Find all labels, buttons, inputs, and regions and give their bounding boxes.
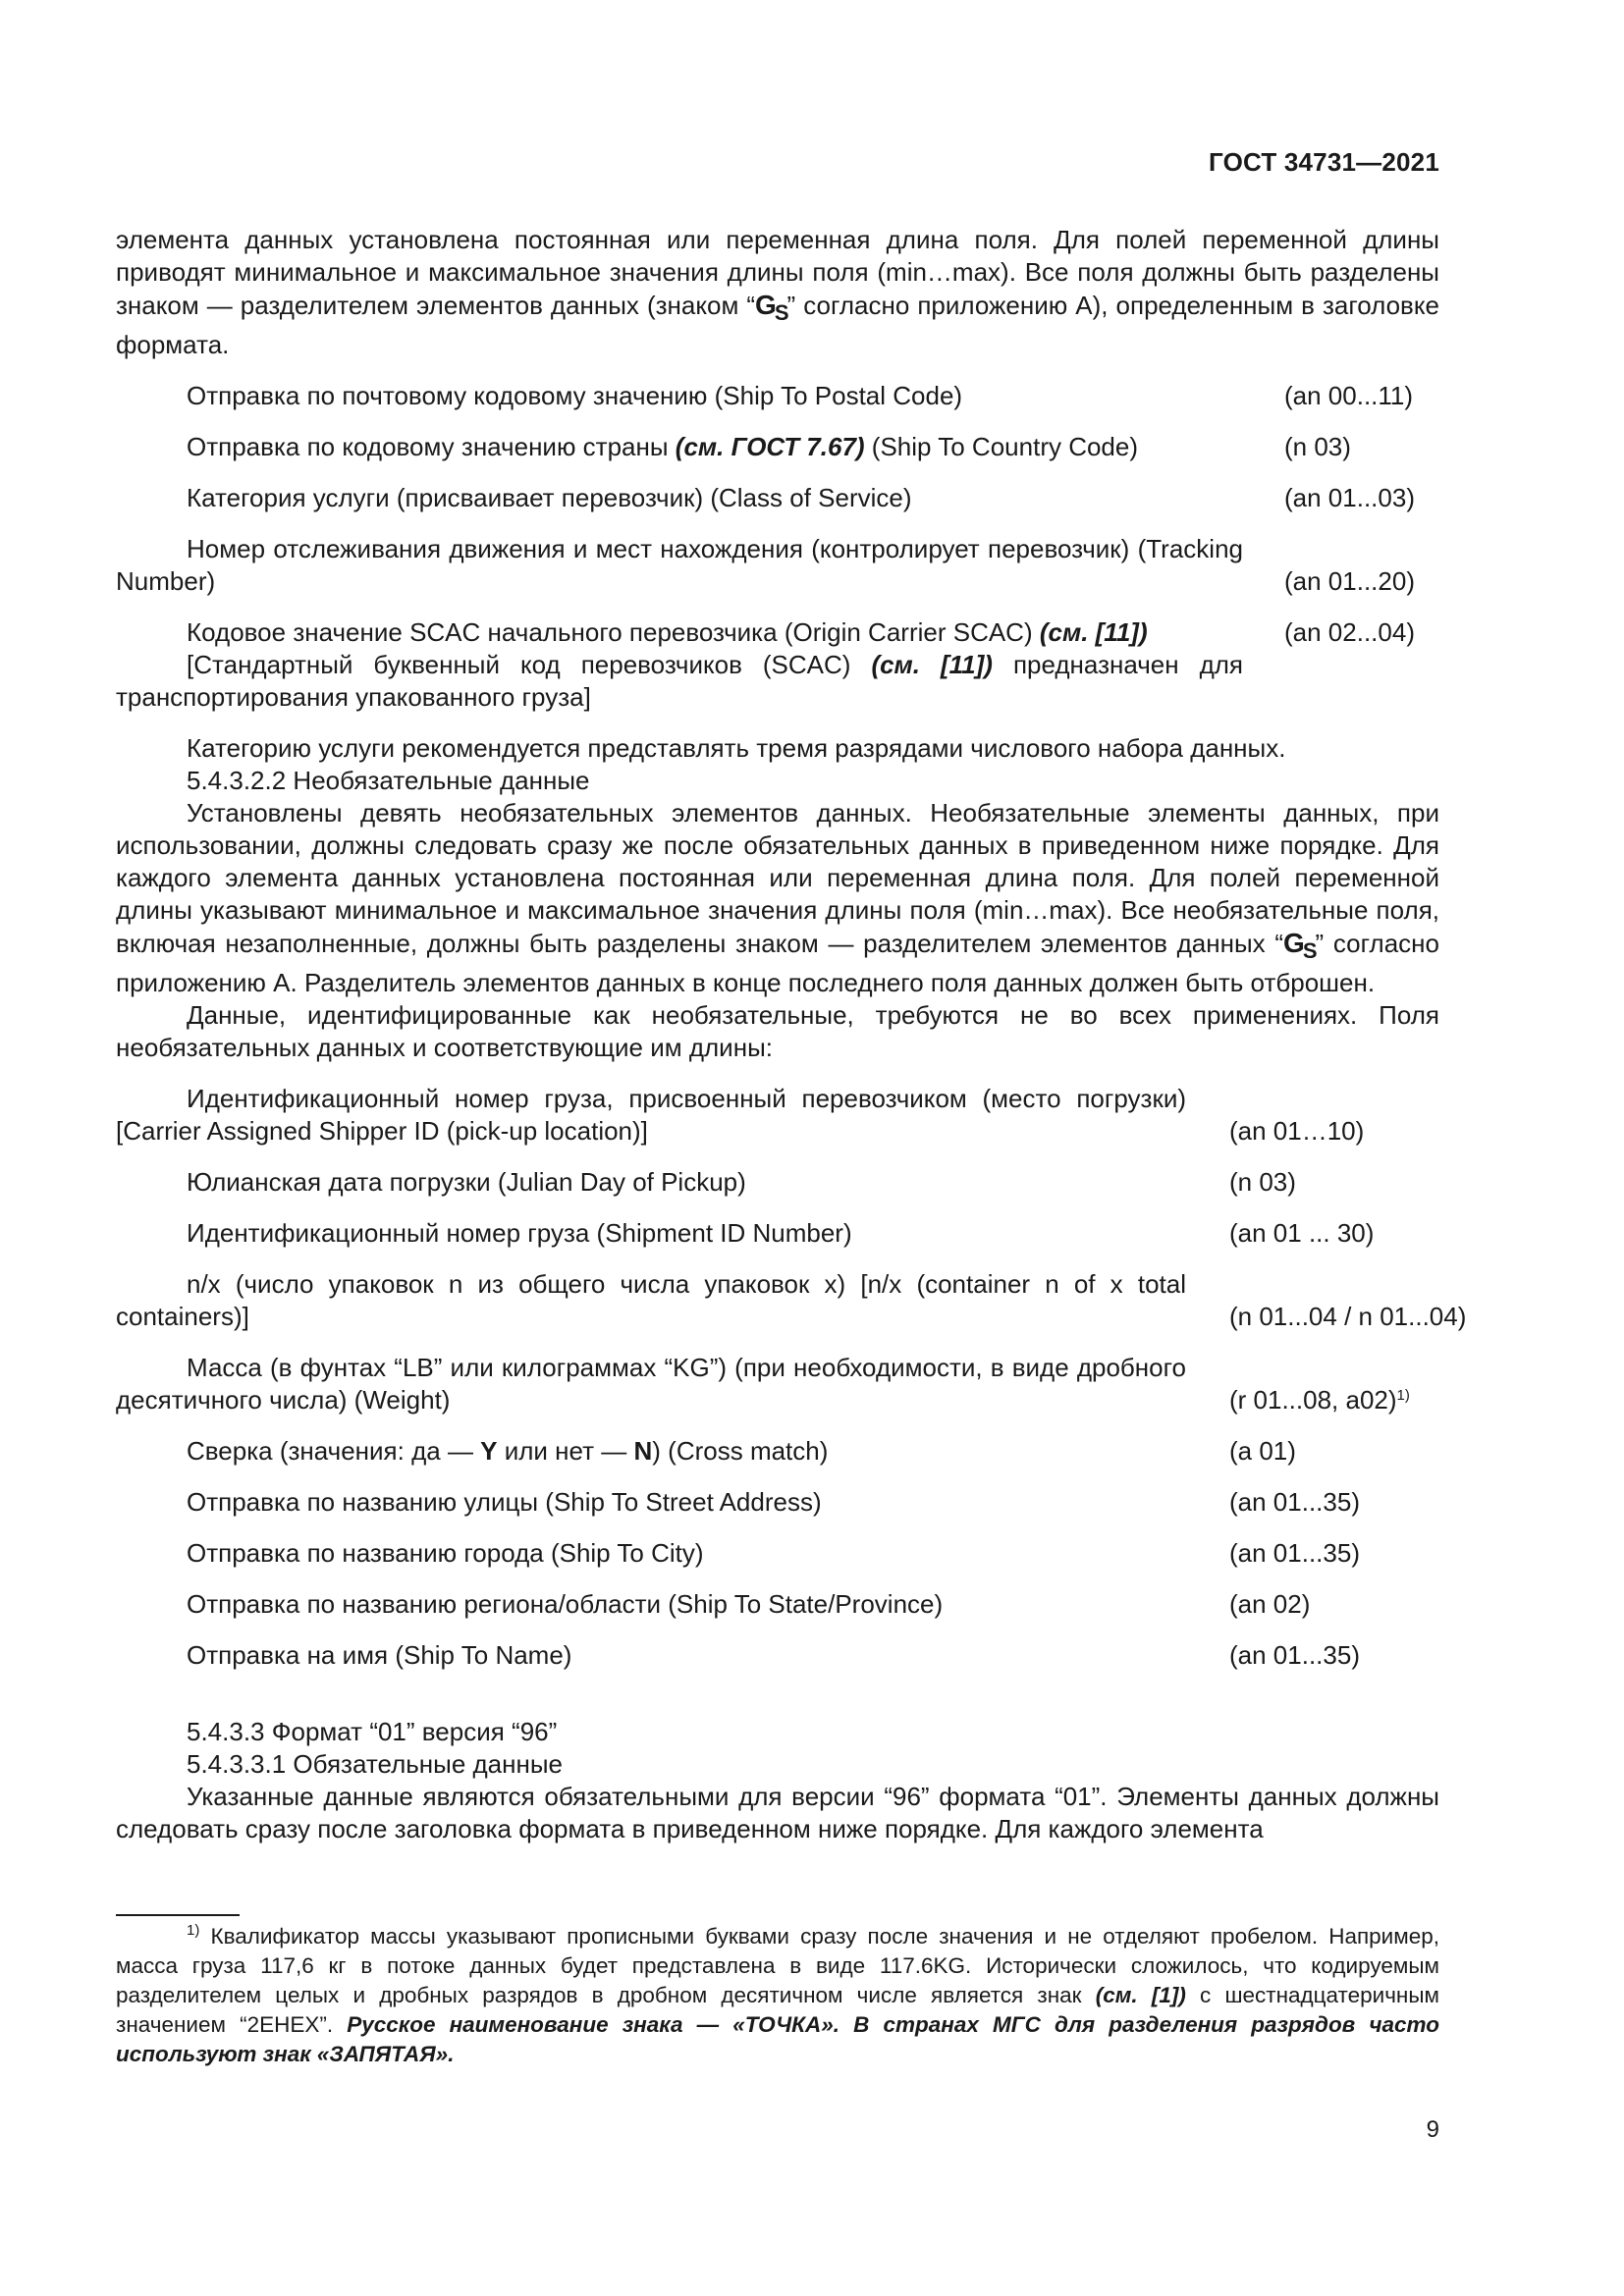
paragraph: Установлены девять необязательных элементов данных. Необязательные элементы данных, при использовании, должны следовать сразу же после обязательных данных в приведенном ниже порядке. Для каждого элемента данных установлена постоянная или переменная длина поля. Для полей переменной длины указывают минимальное и максимальное значения длины поля (min…max). Все необязательные поля, включая незаполненные, должны быть разделены знаком — разделителем элементов данных “$G_S$” согласно приложению А. Разделитель элементов данных в конце последнего поля данных должен быть отброшен. — [116, 798, 1439, 997]
list-item — [116, 1588, 1439, 1621]
item-description: Категория услуги (присваивает перевозчик) (Class of Service) — [187, 483, 912, 512]
item-length-spec: (an 02) — [1229, 1589, 1311, 1619]
paragraph: Данные, идентифицированные как необязательные, требуются не во всех применениях. Поля необязательных данных и соответствующие им длины: — [116, 1000, 1439, 1062]
item-length-spec: (an 00...11) — [1284, 381, 1414, 410]
bibliography-reference: (см. [1]) — [1095, 1983, 1186, 2007]
list-item — [116, 1639, 1439, 1672]
document-standard-number: ГОСТ 34731—2021 — [1209, 147, 1439, 177]
bibliography-reference: (см. [11]) — [871, 650, 993, 679]
page-content — [116, 224, 1467, 1845]
intro-text-a: элемента данных установлена постоянная или переменная длина поля. Для полей переменной длины приводят минимальное и максимальное значения длины поля (min…max). Все поля должны быть разделены знаком — разделителем элементов данных (знаком “ — [116, 225, 1439, 320]
item-description: Отправка по почтовому кодовому значению (Ship To Postal Code) — [187, 381, 963, 410]
item-length-spec: (an 01...03) — [1284, 483, 1415, 512]
footnote-separator — [116, 1914, 240, 1916]
list-item — [116, 380, 1439, 412]
item-length-spec: (r 01...08, a02)$^{1)}$ — [1229, 1385, 1410, 1415]
list-item — [116, 1083, 1439, 1148]
page-number: 9 — [1426, 2116, 1439, 2143]
item-length-spec: (n 01...04 / n 01...04) — [1229, 1302, 1467, 1331]
item-description: Масса (в фунтах “LB” или килограммах “KG”) (при необходимости, в виде дробного десятичного числа) (Weight) — [116, 1353, 1186, 1415]
item-description: Отправка по названию улицы (Ship To Street Address) — [187, 1487, 822, 1517]
item-description: Идентификационный номер груза (Shipment ID Number) — [187, 1218, 852, 1248]
item-length-spec: (an 01...35) — [1229, 1487, 1360, 1517]
item-description: Отправка по названию региона/области (Ship To State/Province) — [187, 1589, 944, 1619]
item-length-spec: (a 01) — [1229, 1436, 1296, 1466]
list-item — [116, 1435, 1439, 1468]
section-heading: 5.4.3.3 Формат “01” версия “96” — [187, 1717, 558, 1746]
item-length-spec: (an 01 ... 30) — [1229, 1218, 1375, 1248]
list-item — [116, 1352, 1439, 1416]
paragraph: Категорию услуги рекомендуется представлять тремя разрядами числового набора данных. — [187, 733, 1286, 763]
item-description: Отправка по кодовому значению страны (см. ГОСТ 7.67) (Ship To Country Code) — [187, 432, 1139, 461]
footnote-marker: 1) — [187, 1922, 200, 1939]
optional-data-section — [116, 732, 1439, 1064]
item-description: n/x (число упаковок n из общего числа упаковок x) [n/x (container n of x total containers)] — [116, 1269, 1186, 1331]
list-item — [116, 1268, 1467, 1333]
gs-separator-symbol: $G_S$ — [1283, 928, 1316, 963]
section-heading: 5.4.3.2.2 Необязательные данные — [187, 766, 590, 795]
list-item — [116, 1217, 1439, 1250]
footnote-emphasis: Русское наименование знака — «ТОЧКА». В странах МГС для разделения разрядов часто используют знак «ЗАПЯТАЯ». — [116, 2012, 1439, 2066]
item-length-spec: (an 01...35) — [1229, 1538, 1360, 1568]
list-item — [116, 533, 1439, 598]
bibliography-reference: (см. [11]) — [1039, 617, 1148, 647]
list-item — [116, 1537, 1439, 1570]
list-item — [116, 616, 1439, 714]
subsection-heading: 5.4.3.3.1 Обязательные данные — [187, 1749, 564, 1779]
list-item — [116, 431, 1439, 463]
item-length-spec: (n 03) — [1284, 432, 1351, 461]
item-description — [116, 616, 1243, 714]
item-length-spec: (an 01...35) — [1229, 1640, 1360, 1670]
list-item — [116, 482, 1439, 514]
item-length-spec: (n 03) — [1229, 1167, 1296, 1197]
optional-fields-list — [116, 1083, 1467, 1672]
item-description: Юлианская дата погрузки (Julian Day of Pickup) — [187, 1167, 746, 1197]
item-description: Отправка на имя (Ship To Name) — [187, 1640, 572, 1670]
item-description-line: Кодовое значение SCAC начального перевозчика (Origin Carrier SCAC) (см. [11]) — [187, 617, 1148, 647]
item-description: Сверка (значения: да — Y или нет — N) (Cross match) — [187, 1436, 829, 1466]
item-length-spec: (an 01...20) — [1284, 566, 1415, 596]
mandatory-fields-list — [116, 380, 1439, 714]
item-length-spec: (an 02...04) — [1284, 617, 1415, 647]
item-description: Идентификационный номер груза, присвоенный перевозчиком (место погрузки) [Carrier Assigned Shipper ID (pick-up location)] — [116, 1084, 1186, 1146]
item-length-spec: (an 01…10) — [1229, 1116, 1365, 1146]
paragraph: Указанные данные являются обязательными для версии “96” формата “01”. Элементы данных должны следовать сразу после заголовка формата в приведенном ниже порядке. Для каждого элемента — [116, 1782, 1439, 1843]
standard-reference: (см. ГОСТ 7.67) — [675, 432, 865, 461]
item-description: Отправка по названию города (Ship To City) — [187, 1538, 704, 1568]
intro-text-b: ” согласно приложению А), определенным в заголовке формата. — [116, 291, 1439, 359]
footnote-text: $^{1)}$ Квалификатор массы указывают прописными буквами сразу после значения и не отделяют пробелом. Например, масса груза 117,6 кг в потоке данных будет представлена в виде 117.6KG. Исторически сложилось, что кодируемым разделителем целых и дробных разрядов в дробном десятичном числе является знак (см. [1]) с шестнадцатеричным значением “2EHEX”. Русское наименование знака — «ТОЧКА». В странах МГС для разделения разрядов часто используют знак «ЗАПЯТАЯ». — [116, 1922, 1439, 2066]
list-item — [116, 1486, 1439, 1519]
footnote-marker[interactable]: 1) — [1396, 1387, 1410, 1404]
intro-paragraph — [116, 224, 1439, 361]
gs-separator-symbol: $G_S$ — [755, 290, 787, 325]
list-item — [116, 1166, 1439, 1199]
footnote — [116, 1922, 1439, 2069]
item-description-note: [Стандартный буквенный код перевозчиков (SCAC) (см. [11]) предназначен для транспортирования упакованного груза] — [116, 650, 1244, 712]
item-description: Номер отслеживания движения и мест нахождения (контролирует перевозчик) (Tracking Number) — [116, 534, 1243, 596]
format-96-section — [116, 1716, 1439, 1845]
